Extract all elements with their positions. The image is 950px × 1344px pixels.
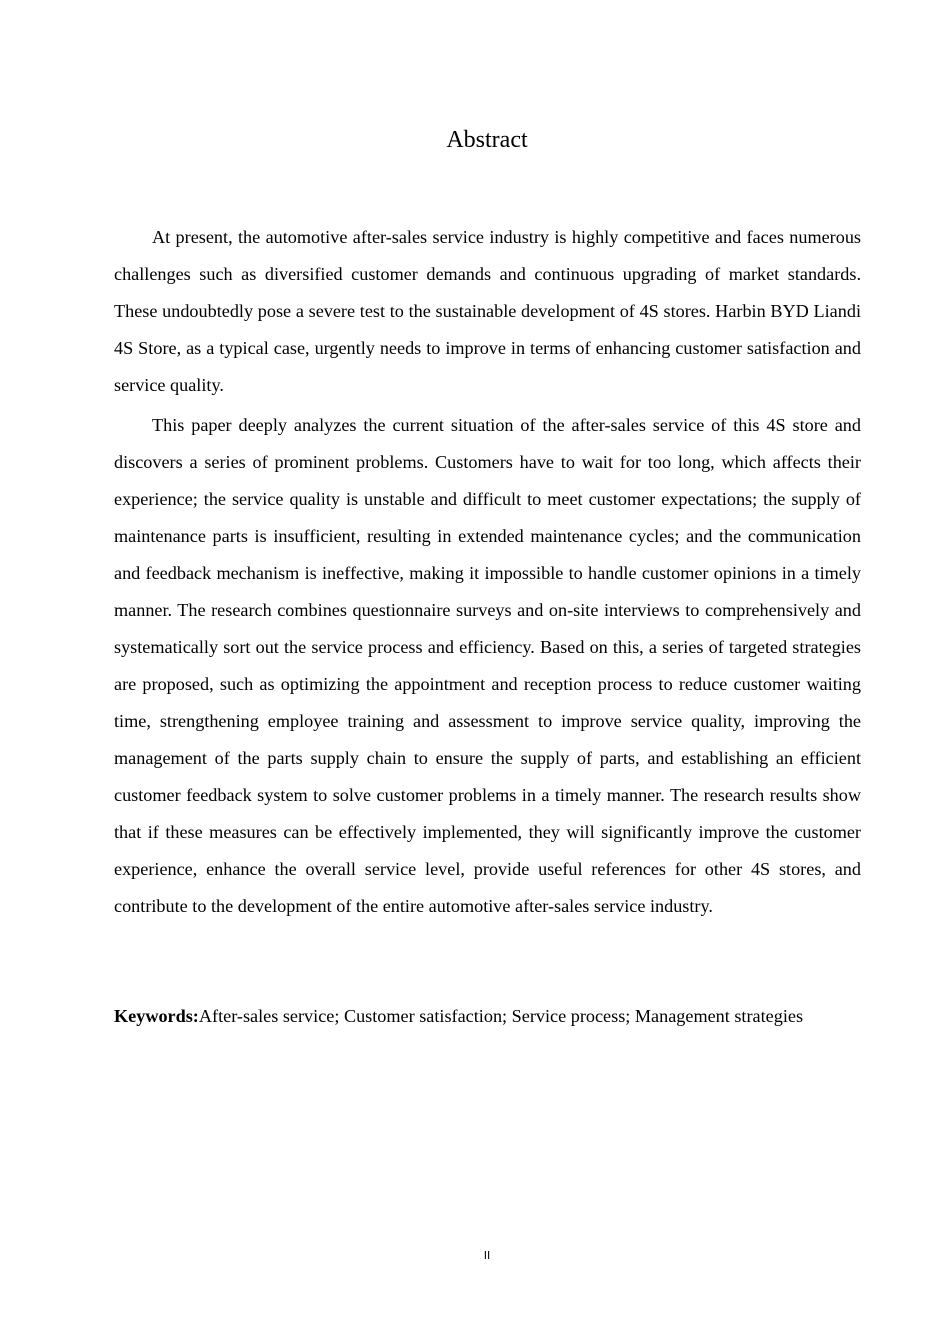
abstract-body [114,219,861,928]
abstract-title: Abstract [446,127,528,153]
keywords-label: Keywords: [114,1006,199,1026]
keywords-text: After-sales service; Customer satisfaction; Service process; Management strategies [198,1006,804,1026]
abstract-paragraph-2: This paper deeply analyzes the current situation of the after-sales service of this 4S store and discovers a series of prominent problems. Customers have to wait for too long, which affects their experience; the service quality is unstable and difficult to meet customer expectations; the supply of maintenance parts is insufficient, resulting in extended maintenance cycles; and the communication and feedback mechanism is ineffective, making it impossible to handle customer opinions in a timely manner. The research combines questionnaire surveys and on-site interviews to comprehensively and systematically sort out the service process and efficiency. Based on this, a series of targeted strategies are proposed, such as optimizing the appointment and reception process to reduce customer waiting time, strengthening employee training and assessment to improve service quality, improving the management of the parts supply chain to ensure the supply of parts, and establishing an efficient customer feedback system to solve customer problems in a timely manner. The research results show that if these measures can be effectively implemented, they will significantly improve the customer experience, enhance the overall service level, provide useful references for other 4S stores, and contribute to the development of the entire automotive after-sales service industry. [114,415,861,916]
page-number: II [483,1249,491,1262]
abstract-paragraph-1: At present, the automotive after-sales service industry is highly competitive and faces numerous challenges such as diversified customer demands and continuous upgrading of market standards. These undoubtedly pose a severe test to the sustainable development of 4S stores. Harbin BYD Liandi 4S Store, as a typical case, urgently needs to improve in terms of enhancing customer satisfaction and service quality. [114,227,861,395]
keywords-line [114,1000,874,1032]
